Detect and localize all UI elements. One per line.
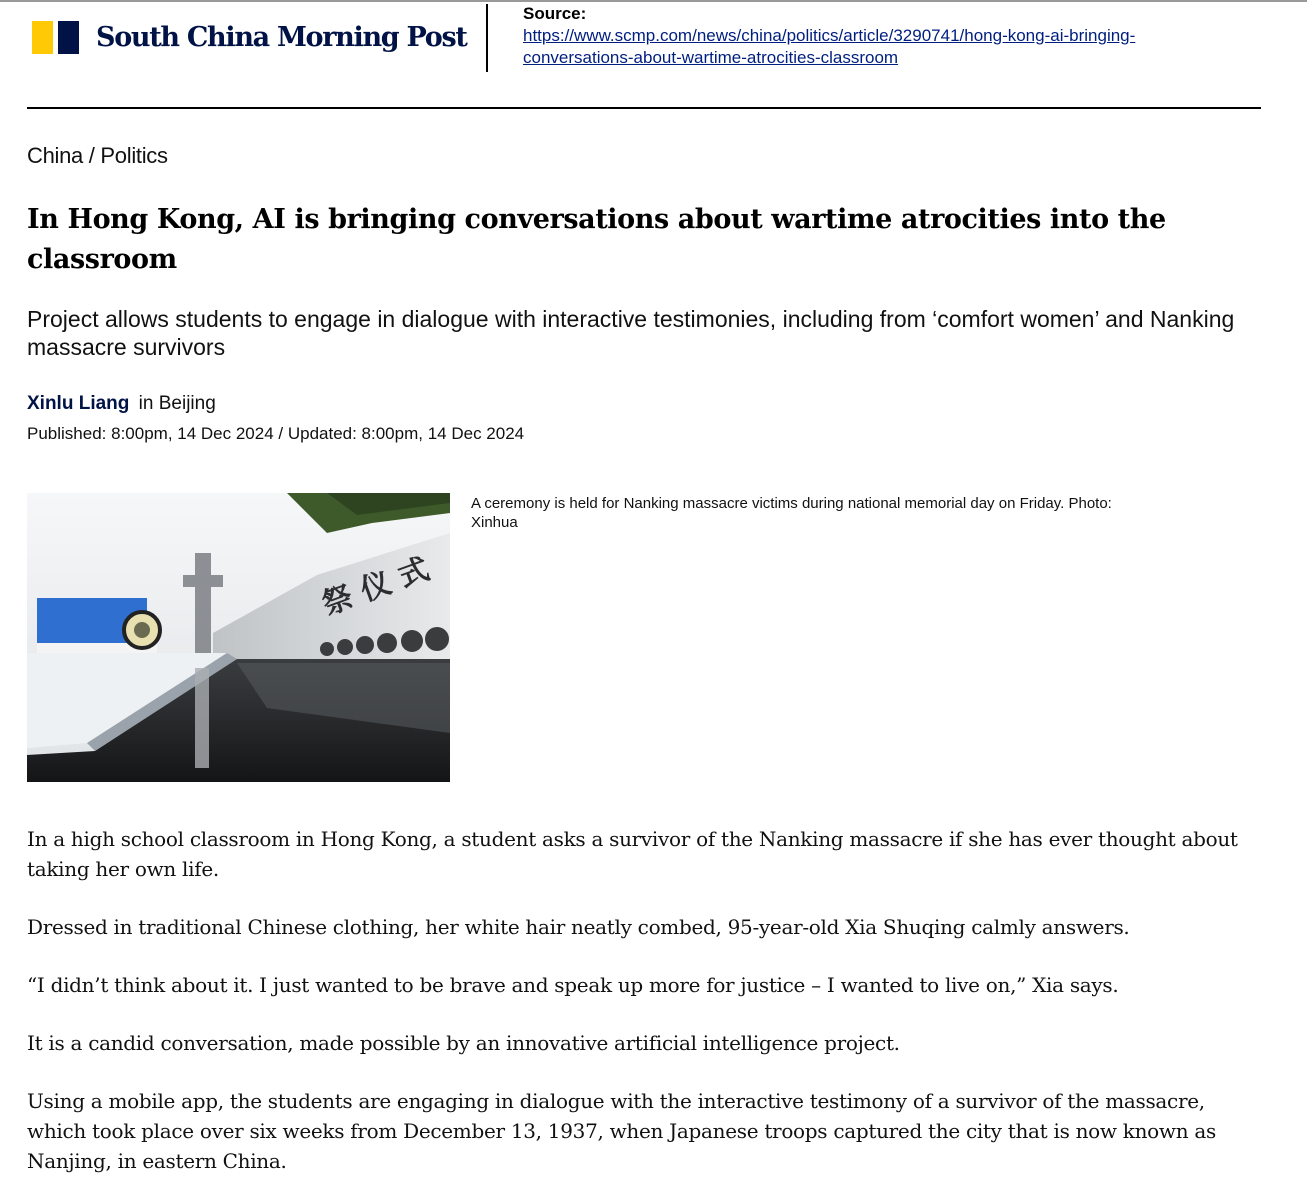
scmp-logo[interactable] bbox=[32, 20, 467, 54]
body-paragraph: “I didn’t think about it. I just wanted to be brave and speak up more for justice – I wanted to live on,” Xia says. bbox=[27, 973, 1119, 997]
top-border bbox=[0, 0, 1307, 2]
header-horizontal-divider bbox=[27, 107, 1261, 109]
body-paragraph: In a high school classroom in Hong Kong, a student asks a survivor of the Nanking massacre if she has ever thought about taking her own life. bbox=[27, 827, 1238, 881]
photo-wall-calligraphy: 祭 仪 式 bbox=[317, 551, 434, 623]
logo-yellow-square-icon bbox=[32, 21, 53, 54]
publish-dates: Published: 8:00pm, 14 Dec 2024 / Updated: 8:00pm, 14 Dec 2024 bbox=[27, 424, 525, 443]
author-link[interactable]: Xinlu Liang bbox=[27, 393, 130, 414]
source-link[interactable] bbox=[523, 25, 1293, 69]
logo-navy-square-icon bbox=[58, 21, 79, 54]
body-paragraph: It is a candid conversation, made possible by an innovative artificial intelligence project. bbox=[27, 1031, 900, 1055]
body-paragraph: Dressed in traditional Chinese clothing, her white hair neatly combed, 95-year-old Xia Shuqing calmly answers. bbox=[27, 915, 1130, 939]
source-url-line-2: conversations-about-wartime-atrocities-classroom bbox=[523, 48, 899, 67]
source-url-line-1: https://www.scmp.com/news/china/politics/article/3290741/hong-kong-ai-bringing- bbox=[523, 26, 1136, 45]
header-vertical-divider bbox=[486, 4, 488, 72]
source-label: Source: bbox=[523, 4, 587, 23]
source-block bbox=[523, 3, 1293, 69]
author-location: in Beijing bbox=[138, 393, 216, 414]
body-paragraph: Using a mobile app, the students are engaging in dialogue with the interactive testimony of a survivor of the massacre, which took place over six weeks from December 13, 1937, when Japanese troops captured the city that is now known as Nanjing, in eastern China. bbox=[27, 1089, 1216, 1173]
article-subheadline: Project allows students to engage in dialogue with interactive testimonies, including from ‘comfort women’ and Nanking massacre survivors bbox=[27, 306, 1235, 360]
article-headline: In Hong Kong, AI is bringing conversations about wartime atrocities into the classroom bbox=[27, 204, 1166, 275]
section-breadcrumb[interactable]: China / Politics bbox=[27, 143, 168, 168]
article-body bbox=[27, 824, 1267, 1204]
photo-caption: A ceremony is held for Nanking massacre victims during national memorial day on Friday. Photo: Xinhua bbox=[471, 495, 1112, 531]
article-photo bbox=[27, 493, 450, 782]
byline bbox=[27, 393, 216, 415]
logo-wordmark: South China Morning Post bbox=[96, 21, 467, 53]
